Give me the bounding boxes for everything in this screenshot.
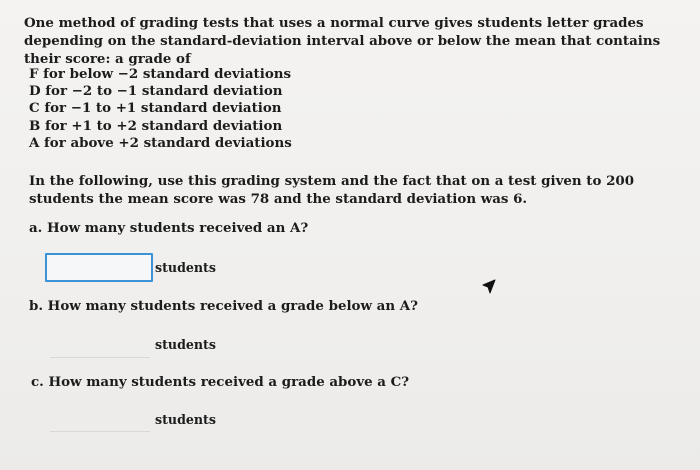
grade-item-f: F for below −2 standard deviations (29, 66, 292, 82)
grade-item-d: D for −2 to −1 standard deviation (29, 83, 283, 100)
question-c-label: c. How many students received a grade above a C? (31, 374, 410, 390)
grade-item-b: B for +1 to +2 standard deviation (29, 117, 283, 134)
intro-paragraph: One method of grading tests that uses a normal curve gives students letter grades depending on the standard-deviation interval above or below the mean that contains their score: a grade of (24, 15, 661, 67)
grade-item-a: A for above +2 standard deviations (29, 134, 292, 151)
mouse-pointer-icon (482, 279, 496, 295)
grade-list (29, 66, 292, 152)
answer-input-c[interactable] (50, 408, 150, 432)
instructions-paragraph: In the following, use this grading system and the fact that on a test given to 200 students the mean score was 78 and the standard deviation was 6. (29, 173, 635, 207)
answer-input-a[interactable] (45, 253, 153, 282)
question-a-label: a. How many students received an A? (29, 220, 309, 236)
unit-label-b: students (155, 337, 216, 352)
grade-item-c: C for −1 to +1 standard deviation (29, 100, 282, 117)
answer-input-b[interactable] (50, 332, 150, 358)
question-b-label: b. How many students received a grade below an A? (29, 298, 418, 314)
unit-label-c: students (155, 412, 216, 427)
unit-label-a: students (155, 260, 216, 275)
